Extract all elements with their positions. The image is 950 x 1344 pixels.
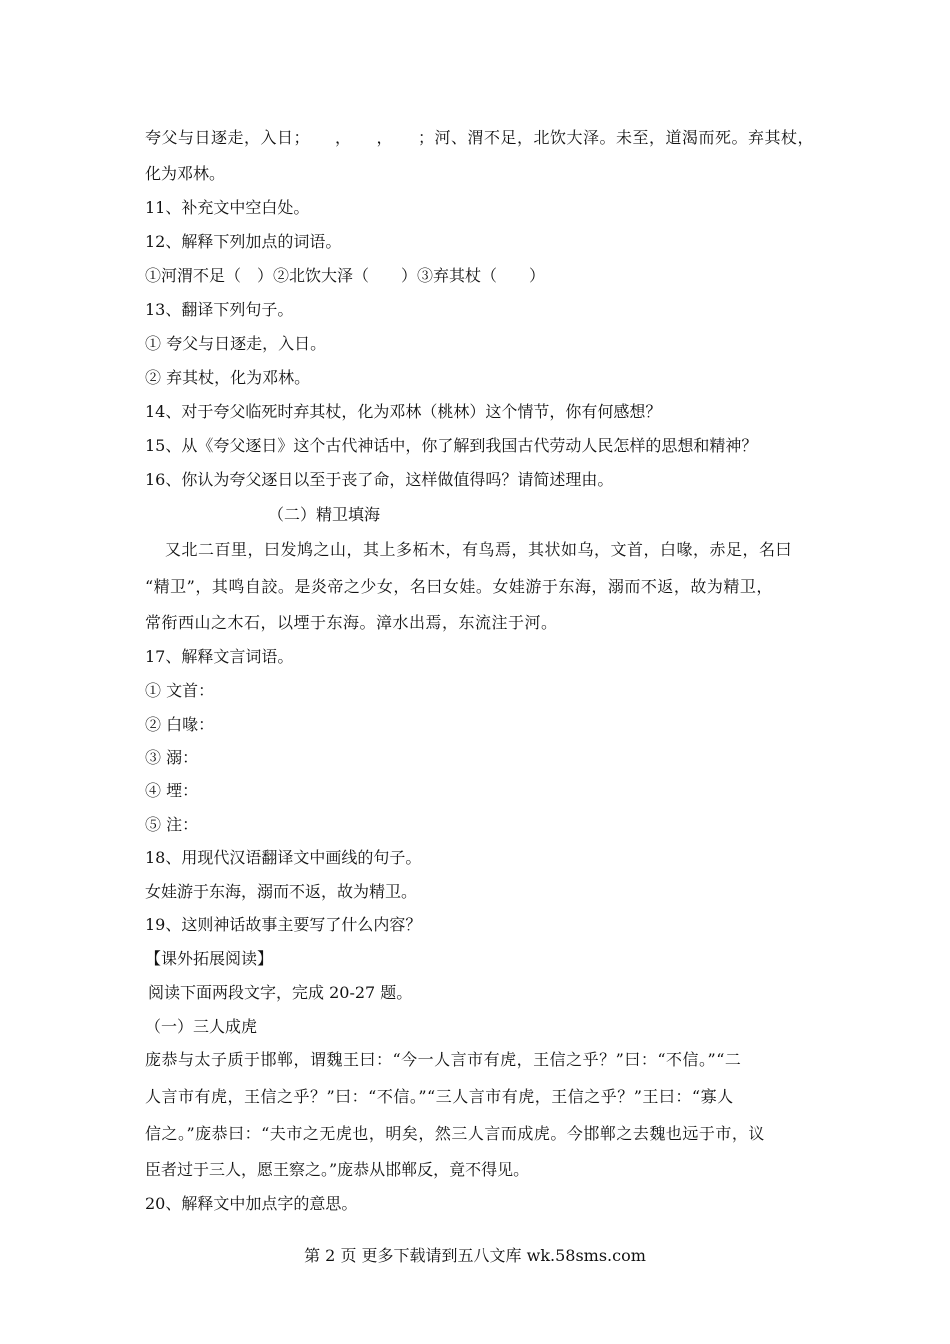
question-18: 18、用现代汉语翻译文中画线的句子。: [145, 848, 422, 867]
passage-sanren-line-4: 臣者过于三人，愿王察之。”庞恭从邯郸反，竟不得见。: [145, 1160, 530, 1179]
question-20: 20、解释文中加点字的意思。: [145, 1194, 358, 1213]
question-15: 15、从《夸父逐日》这个古代神话中，你了解到我国古代劳动人民怎样的思想和精神？: [145, 436, 758, 455]
question-16: 16、你认为夸父逐日以至于丧了命，这样做值得吗？请简述理由。: [145, 470, 614, 489]
question-17: 17、解释文言词语。: [145, 647, 294, 666]
question-11: 11、补充文中空白处。: [145, 198, 310, 217]
question-12: 12、解释下列加点的词语。: [145, 232, 342, 251]
question-17-item-1: ① 文首：: [145, 681, 215, 700]
page-footer: 第 2 页 更多下载请到五八文库 wk.58sms.com: [304, 1246, 646, 1265]
question-13: 13、翻译下列句子。: [145, 300, 294, 319]
section-title-sanren: （一）三人成虎: [145, 1017, 258, 1036]
question-12-items: ①河渭不足（ ）②北饮大泽（ ）③弃其杖（ ）: [145, 266, 546, 285]
passage-kuafu-line-1: 夸父与日逐走，入日； ， ， ；河、渭不足，北饮大泽。未至，道渴而死。弃其杖，: [145, 128, 815, 147]
question-14: 14、对于夸父临死时弃其杖，化为邓林（桃林）这个情节，你有何感想？: [145, 402, 662, 421]
question-18-sentence: 女娃游于东海，溺而不返，故为精卫。: [145, 882, 418, 901]
passage-jingwei-line-2: “精卫”，其鸣自詨。是炎帝之少女，名曰女娃。女娃游于东海，溺而不返，故为精卫，: [145, 577, 773, 596]
question-13-item-1: ① 夸父与日逐走，入日。: [145, 334, 327, 353]
question-17-item-3: ③ 溺：: [145, 748, 199, 767]
section-title-jingwei: （二）精卫填海: [268, 505, 381, 524]
question-17-item-5: ⑤ 注：: [145, 815, 199, 834]
reading-instruction: 阅读下面两段文字，完成 20-27 题。: [148, 983, 413, 1002]
passage-jingwei-line-3: 常衔西山之木石，以堙于东海。漳水出焉，东流注于河。: [145, 613, 558, 632]
question-17-item-4: ④ 堙：: [145, 781, 199, 800]
passage-sanren-line-1: 庞恭与太子质于邯郸，谓魏王曰：“今一人言市有虎，王信之乎？”曰：“不信。”“二: [145, 1050, 742, 1069]
question-17-item-2: ② 白喙：: [145, 715, 215, 734]
question-19: 19、这则神话故事主要写了什么内容？: [145, 915, 422, 934]
passage-sanren-line-3: 信之。”庞恭曰：“夫市之无虎也，明矣，然三人言而成虎。今邯郸之去魏也远于市，议: [145, 1124, 765, 1143]
extended-reading-heading: 【课外拓展阅读】: [145, 949, 274, 968]
passage-kuafu-line-2: 化为邓林。: [145, 164, 226, 183]
passage-sanren-line-2: 人言市有虎，王信之乎？”曰：“不信。”“三人言市有虎，王信之乎？”王曰：“寡人: [145, 1087, 734, 1106]
question-13-item-2: ② 弃其杖，化为邓林。: [145, 368, 311, 387]
passage-jingwei-line-1: 又北二百里，曰发鸠之山，其上多柘木，有鸟焉，其状如乌，文首，白喙，赤足，名曰: [165, 540, 793, 559]
